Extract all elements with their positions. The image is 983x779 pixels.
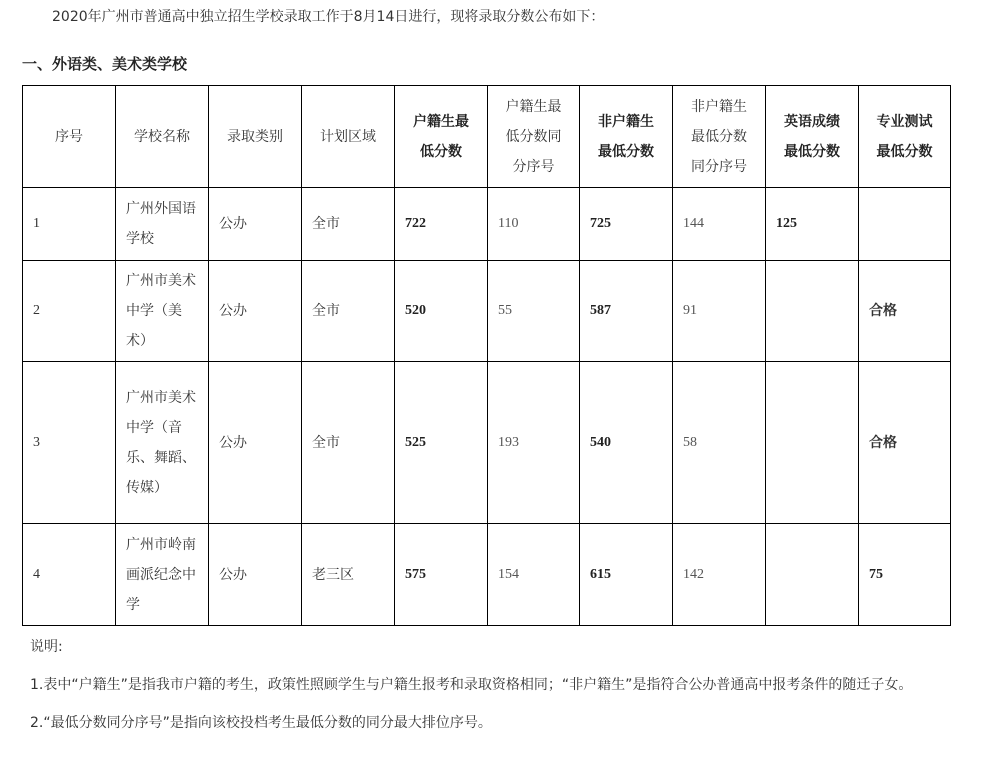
notes-section [30,636,950,736]
cell-seq: 3 [23,362,116,524]
table-header-row [23,86,951,188]
cell-english-min [766,524,859,626]
header-nonlocal-min: 非户籍生最低分数 [580,86,673,188]
header-local-min: 户籍生最低分数 [395,86,488,188]
cell-english-min [766,362,859,524]
header-test-min: 专业测试最低分数 [859,86,951,188]
header-category: 录取类别 [209,86,302,188]
notes-heading: 说明: [30,639,63,655]
header-local-rank: 户籍生最低分数同分序号 [488,86,580,188]
cell-local-rank: 110 [488,188,580,261]
cell-nonlocal-rank: 144 [673,188,766,261]
cell-nonlocal-min: 587 [580,261,673,362]
cell-nonlocal-min: 725 [580,188,673,261]
cell-category: 公办 [209,261,302,362]
header-area: 计划区域 [302,86,395,188]
cell-test-min: 合格 [859,362,951,524]
cell-area: 全市 [302,188,395,261]
cell-category: 公办 [209,524,302,626]
note-item: 2.“最低分数同分序号”是指向该校投档考生最低分数的同分最大排位序号。 [30,715,492,731]
cell-local-min: 520 [395,261,488,362]
cell-category: 公办 [209,188,302,261]
cell-category: 公办 [209,362,302,524]
cell-area: 全市 [302,261,395,362]
cell-local-rank: 193 [488,362,580,524]
cell-english-min: 125 [766,188,859,261]
cell-test-min [859,188,951,261]
cell-test-min: 合格 [859,261,951,362]
cell-nonlocal-min: 615 [580,524,673,626]
cell-test-min: 75 [859,524,951,626]
section-title: 一、外语类、美术类学校 [22,55,188,73]
cell-school: 广州市美术中学（音乐、舞蹈、传媒） [116,362,209,524]
table-row [23,362,951,524]
table-row [23,261,951,362]
cell-nonlocal-rank: 142 [673,524,766,626]
cell-school: 广州市美术中学（美术） [116,261,209,362]
admission-score-table [22,85,951,626]
cell-local-min: 722 [395,188,488,261]
header-school: 学校名称 [116,86,209,188]
cell-local-min: 525 [395,362,488,524]
cell-school: 广州市岭南画派纪念中学 [116,524,209,626]
header-seq: 序号 [23,86,116,188]
cell-nonlocal-rank: 91 [673,261,766,362]
intro-text: 2020年广州市普通高中独立招生学校录取工作于8月14日进行，现将录取分数公布如下： [52,9,605,25]
cell-area: 老三区 [302,524,395,626]
table-row [23,524,951,626]
cell-nonlocal-min: 540 [580,362,673,524]
cell-seq: 1 [23,188,116,261]
cell-english-min [766,261,859,362]
note-item: 1.表中“户籍生”是指我市户籍的考生，政策性照顾学生与户籍生报考和录取资格相同；“非户籍生”是指符合公办普通高中报考条件的随迁子女。 [30,677,913,693]
cell-school: 广州外国语学校 [116,188,209,261]
header-english-min: 英语成绩最低分数 [766,86,859,188]
cell-local-rank: 55 [488,261,580,362]
cell-local-rank: 154 [488,524,580,626]
header-nonlocal-rank: 非户籍生最低分数同分序号 [673,86,766,188]
cell-area: 全市 [302,362,395,524]
cell-nonlocal-rank: 58 [673,362,766,524]
cell-seq: 4 [23,524,116,626]
table-row [23,188,951,261]
cell-seq: 2 [23,261,116,362]
cell-local-min: 575 [395,524,488,626]
